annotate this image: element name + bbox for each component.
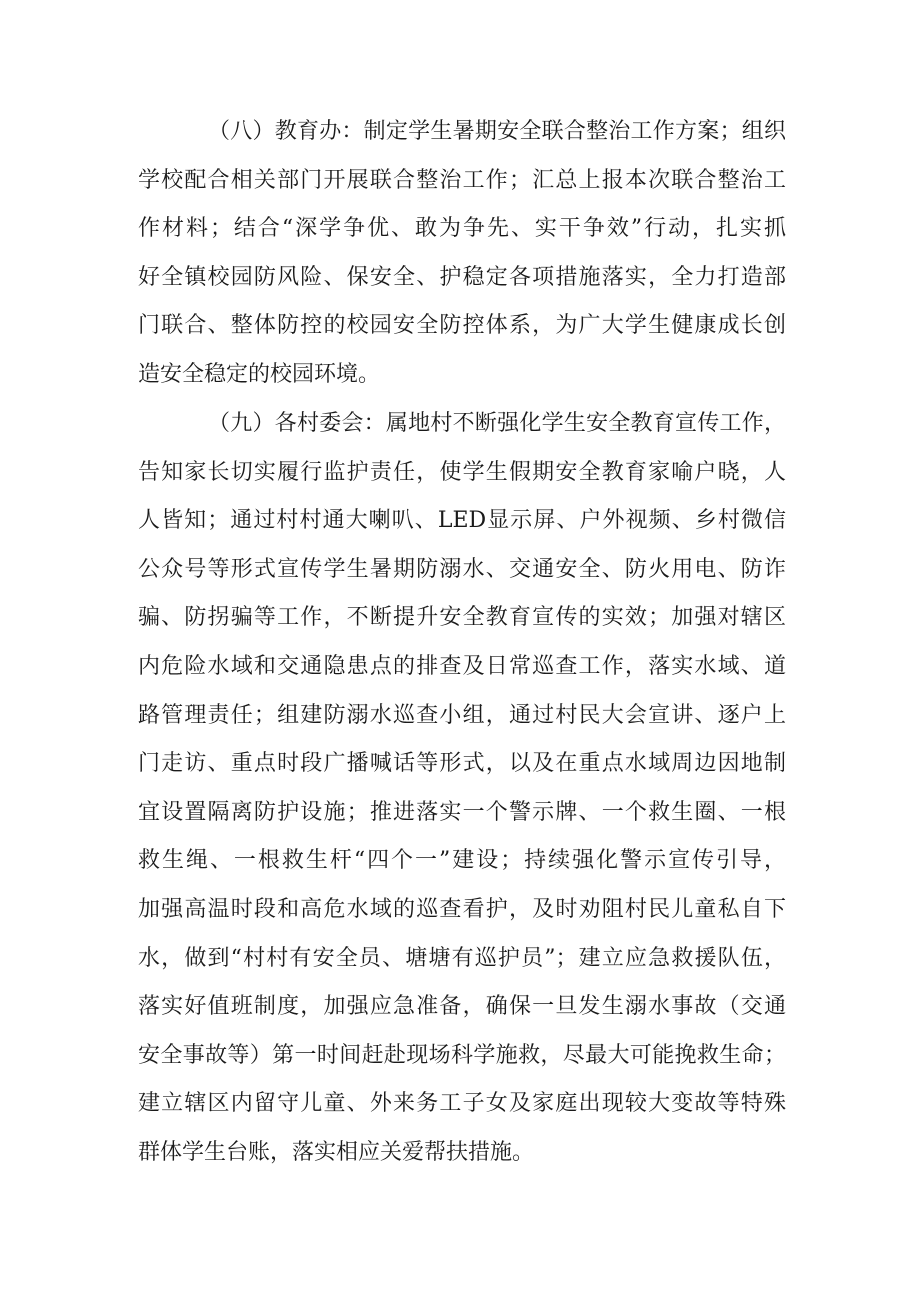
paragraph-line: 建立辖区内留守儿童、外来务工子女及家庭出现较大变故等特殊 (138, 1091, 786, 1117)
paragraph-line: 作材料；结合“深学争优、敢为争先、实干争效”行动，扎实抓 (138, 216, 786, 242)
paragraph-line: 加强高温时段和高危水域的巡查看护，及时劝阻村民儿童私自下 (138, 896, 786, 922)
paragraph-line: 宜设置隔离防护设施；推进落实一个警示牌、一个救生圈、一根 (138, 799, 786, 825)
paragraph-line: 内危险水域和交通隐患点的排查及日常巡查工作，落实水域、道 (138, 653, 786, 679)
paragraph-line: 造安全稳定的校园环境。 (138, 361, 381, 387)
paragraph-education-office (138, 108, 786, 400)
paragraph-line: 学校配合相关部门开展联合整治工作；汇总上报本次联合整治工 (138, 167, 786, 193)
paragraph-line: 安全事故等）第一时间赶赴现场科学施救，尽最大可能挽救生命； (138, 1042, 786, 1068)
paragraph-line: （九）各村委会：属地村不断强化学生安全教育宣传工作， (208, 411, 786, 436)
paragraph-line: 路管理责任；组建防溺水巡查小组，通过村民大会宣讲、逐户上 (138, 702, 786, 728)
paragraph-line: 落实好值班制度，加强应急准备，确保一旦发生溺水事故（交通 (138, 994, 786, 1020)
paragraph-line: （八）教育办：制定学生暑期安全联合整治工作方案；组织 (208, 119, 786, 144)
paragraph-line: 水，做到“村村有安全员、塘塘有巡护员”；建立应急救援队伍， (138, 945, 786, 971)
paragraph-line: 公众号等形式宣传学生暑期防溺水、交通安全、防火用电、防诈 (138, 556, 786, 582)
paragraph-line: 骗、防拐骗等工作，不断提升安全教育宣传的实效；加强对辖区 (138, 605, 786, 631)
paragraph-line: 门联合、整体防控的校园安全防控体系，为广大学生健康成长创 (138, 313, 786, 339)
paragraph-line: 人皆知；通过村村通大喇叭、LED显示屏、户外视频、乡村微信 (138, 508, 786, 534)
paragraph-line: 群体学生台账，落实相应关爱帮扶措施。 (138, 1139, 535, 1165)
paragraph-village-committees (138, 400, 786, 1178)
paragraph-line: 告知家长切实履行监护责任，使学生假期安全教育家喻户晓，人 (138, 459, 786, 485)
paragraph-line: 救生绳、一根救生杆“四个一”建设；持续强化警示宣传引导， (138, 848, 786, 874)
paragraph-line: 好全镇校园防风险、保安全、护稳定各项措施落实，全力打造部 (138, 264, 786, 290)
paragraph-line: 门走访、重点时段广播喊话等形式，以及在重点水域周边因地制 (138, 751, 786, 777)
